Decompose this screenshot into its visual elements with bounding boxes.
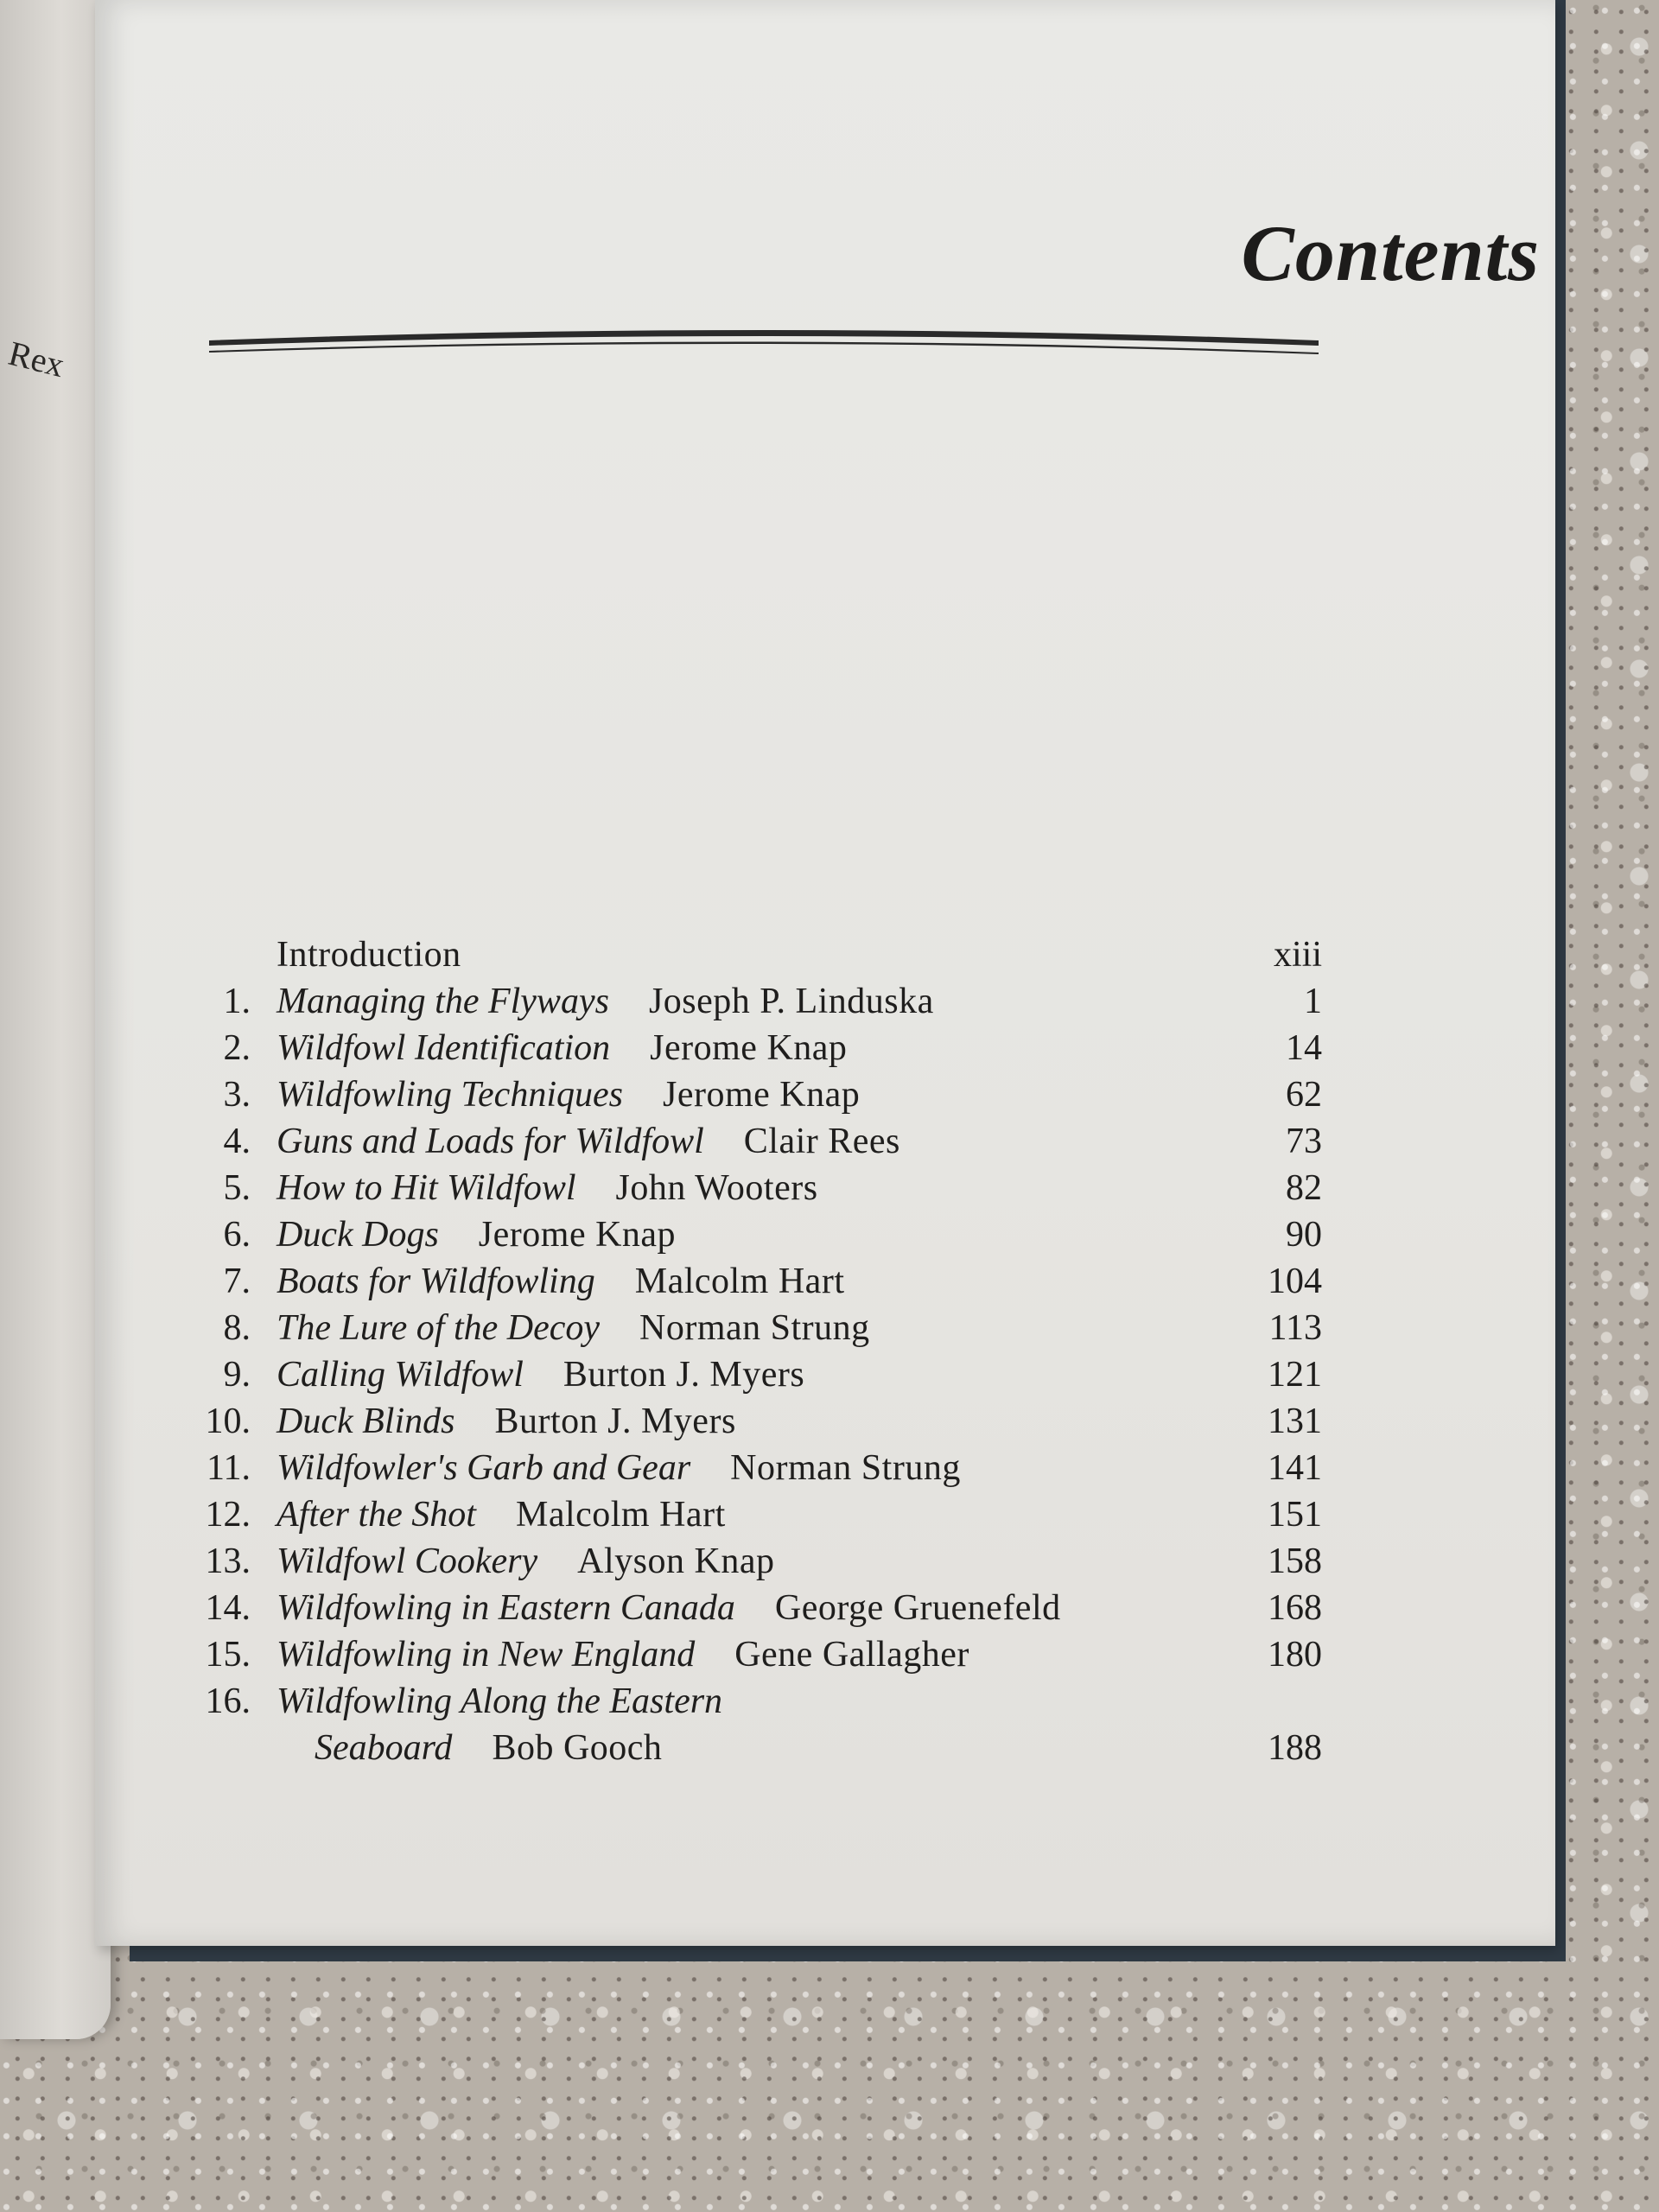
- toc-entry: [276, 1211, 676, 1258]
- toc-row: [181, 931, 1322, 978]
- toc-row: [181, 1165, 1322, 1211]
- chapter-number: 16.: [205, 1681, 251, 1721]
- toc-row: [181, 1398, 1322, 1445]
- toc-entry: [276, 978, 934, 1025]
- page-number: 14: [1286, 1028, 1322, 1068]
- chapter-number: 11.: [207, 1448, 251, 1488]
- table-of-contents: [181, 931, 1322, 1771]
- toc-row: [181, 1258, 1322, 1305]
- page-number: 104: [1268, 1262, 1322, 1301]
- page-title: Contents: [1241, 209, 1540, 297]
- toc-entry: [276, 1305, 870, 1351]
- toc-row: [181, 1351, 1322, 1398]
- chapter-title: Managing the Flyways: [276, 982, 609, 1021]
- decorative-rule: [209, 320, 1319, 354]
- toc-row: [181, 978, 1322, 1025]
- toc-entry: [276, 1491, 726, 1538]
- chapter-title: Wildfowling in New England: [276, 1635, 696, 1675]
- chapter-title: How to Hit Wildfowl: [276, 1168, 576, 1208]
- chapter-author: Norman Strung: [639, 1308, 870, 1348]
- toc-entry: [276, 1258, 844, 1305]
- page-number: 113: [1268, 1308, 1322, 1348]
- facing-page-text: Rex: [4, 333, 68, 385]
- toc-row: [181, 1211, 1322, 1258]
- toc-row: [181, 1678, 1322, 1725]
- toc-entry: [276, 1071, 860, 1118]
- chapter-author: Joseph P. Linduska: [648, 982, 934, 1021]
- page-number: 121: [1268, 1355, 1322, 1395]
- chapter-number: 14.: [205, 1588, 251, 1628]
- chapter-number: 6.: [223, 1215, 251, 1255]
- chapter-title: Duck Dogs: [276, 1215, 439, 1255]
- toc-row: [181, 1305, 1322, 1351]
- page-number: 131: [1268, 1402, 1322, 1441]
- chapter-author: Burton J. Myers: [563, 1355, 805, 1395]
- chapter-number: 15.: [205, 1635, 251, 1675]
- chapter-number: 7.: [223, 1262, 251, 1301]
- page-number: 168: [1268, 1588, 1322, 1628]
- chapter-number: 1.: [223, 982, 251, 1021]
- chapter-author: Norman Strung: [730, 1448, 961, 1488]
- page-number: 73: [1286, 1122, 1322, 1161]
- facing-page: [0, 0, 111, 2039]
- toc-row: [181, 1025, 1322, 1071]
- chapter-title: Wildfowling Along the Eastern: [276, 1681, 723, 1721]
- chapter-number: 3.: [223, 1075, 251, 1115]
- chapter-author: Clair Rees: [743, 1122, 900, 1161]
- toc-row: [181, 1631, 1322, 1678]
- page-number: 1: [1304, 982, 1322, 1021]
- chapter-author: Alyson Knap: [577, 1541, 775, 1581]
- chapter-title: Guns and Loads for Wildfowl: [276, 1122, 704, 1161]
- chapter-author: George Gruenefeld: [774, 1588, 1061, 1628]
- chapter-author: Jerome Knap: [478, 1215, 677, 1255]
- chapter-author: Introduction: [276, 935, 461, 975]
- toc-entry: [276, 1631, 969, 1678]
- chapter-number: 12.: [205, 1495, 251, 1535]
- toc-entry: [276, 1585, 1061, 1631]
- page-number: 82: [1286, 1168, 1322, 1208]
- chapter-title: After the Shot: [276, 1495, 476, 1535]
- toc-row: [181, 1538, 1322, 1585]
- toc-entry: [276, 1351, 804, 1398]
- chapter-number: 10.: [205, 1402, 251, 1441]
- chapter-author: Burton J. Myers: [494, 1402, 736, 1441]
- chapter-number: 5.: [223, 1168, 251, 1208]
- chapter-title: Wildfowl Identification: [276, 1028, 611, 1068]
- toc-entry: [276, 1678, 762, 1725]
- chapter-author: Malcolm Hart: [634, 1262, 845, 1301]
- toc-row: [181, 1585, 1322, 1631]
- page-number: 90: [1286, 1215, 1322, 1255]
- chapter-number: 9.: [223, 1355, 251, 1395]
- chapter-author: Malcolm Hart: [515, 1495, 726, 1535]
- chapter-title: Duck Blinds: [276, 1402, 455, 1441]
- chapter-number: 13.: [205, 1541, 251, 1581]
- chapter-number: 2.: [223, 1028, 251, 1068]
- page-number: 180: [1268, 1635, 1322, 1675]
- toc-row: [181, 1118, 1322, 1165]
- chapter-author: Gene Gallagher: [734, 1635, 969, 1675]
- page-number: xiii: [1273, 935, 1322, 975]
- toc-entry: [276, 1398, 736, 1445]
- toc-entry: [276, 1538, 774, 1585]
- page-number: 151: [1268, 1495, 1322, 1535]
- chapter-title: Boats for Wildfowling: [276, 1262, 595, 1301]
- chapter-author: Jerome Knap: [650, 1028, 848, 1068]
- chapter-title: The Lure of the Decoy: [276, 1308, 601, 1348]
- chapter-title: Seaboard: [315, 1728, 453, 1768]
- toc-row: [181, 1445, 1322, 1491]
- page-number: 188: [1268, 1728, 1322, 1768]
- toc-entry: [276, 1025, 847, 1071]
- chapter-number: 4.: [223, 1122, 251, 1161]
- toc-row: [181, 1071, 1322, 1118]
- toc-entry: [276, 931, 461, 978]
- toc-row: [181, 1491, 1322, 1538]
- chapter-author: Bob Gooch: [492, 1728, 663, 1768]
- chapter-title: Wildfowling in Eastern Canada: [276, 1588, 735, 1628]
- page-number: 62: [1286, 1075, 1322, 1115]
- chapter-title: Wildfowler's Garb and Gear: [276, 1448, 691, 1488]
- chapter-author: Jerome Knap: [662, 1075, 861, 1115]
- page-number: 158: [1268, 1541, 1322, 1581]
- chapter-author: John Wooters: [615, 1168, 818, 1208]
- contents-page: [95, 0, 1555, 1946]
- chapter-title: Wildfowl Cookery: [276, 1541, 538, 1581]
- chapter-number: 8.: [223, 1308, 251, 1348]
- toc-entry: [276, 1445, 961, 1491]
- page-number: 141: [1268, 1448, 1322, 1488]
- chapter-title: Wildfowling Techniques: [276, 1075, 623, 1115]
- toc-entry: [276, 1118, 900, 1165]
- chapter-title: Calling Wildfowl: [276, 1355, 524, 1395]
- toc-row: [181, 1725, 1322, 1771]
- toc-entry: [276, 1165, 818, 1211]
- toc-entry: [315, 1725, 662, 1771]
